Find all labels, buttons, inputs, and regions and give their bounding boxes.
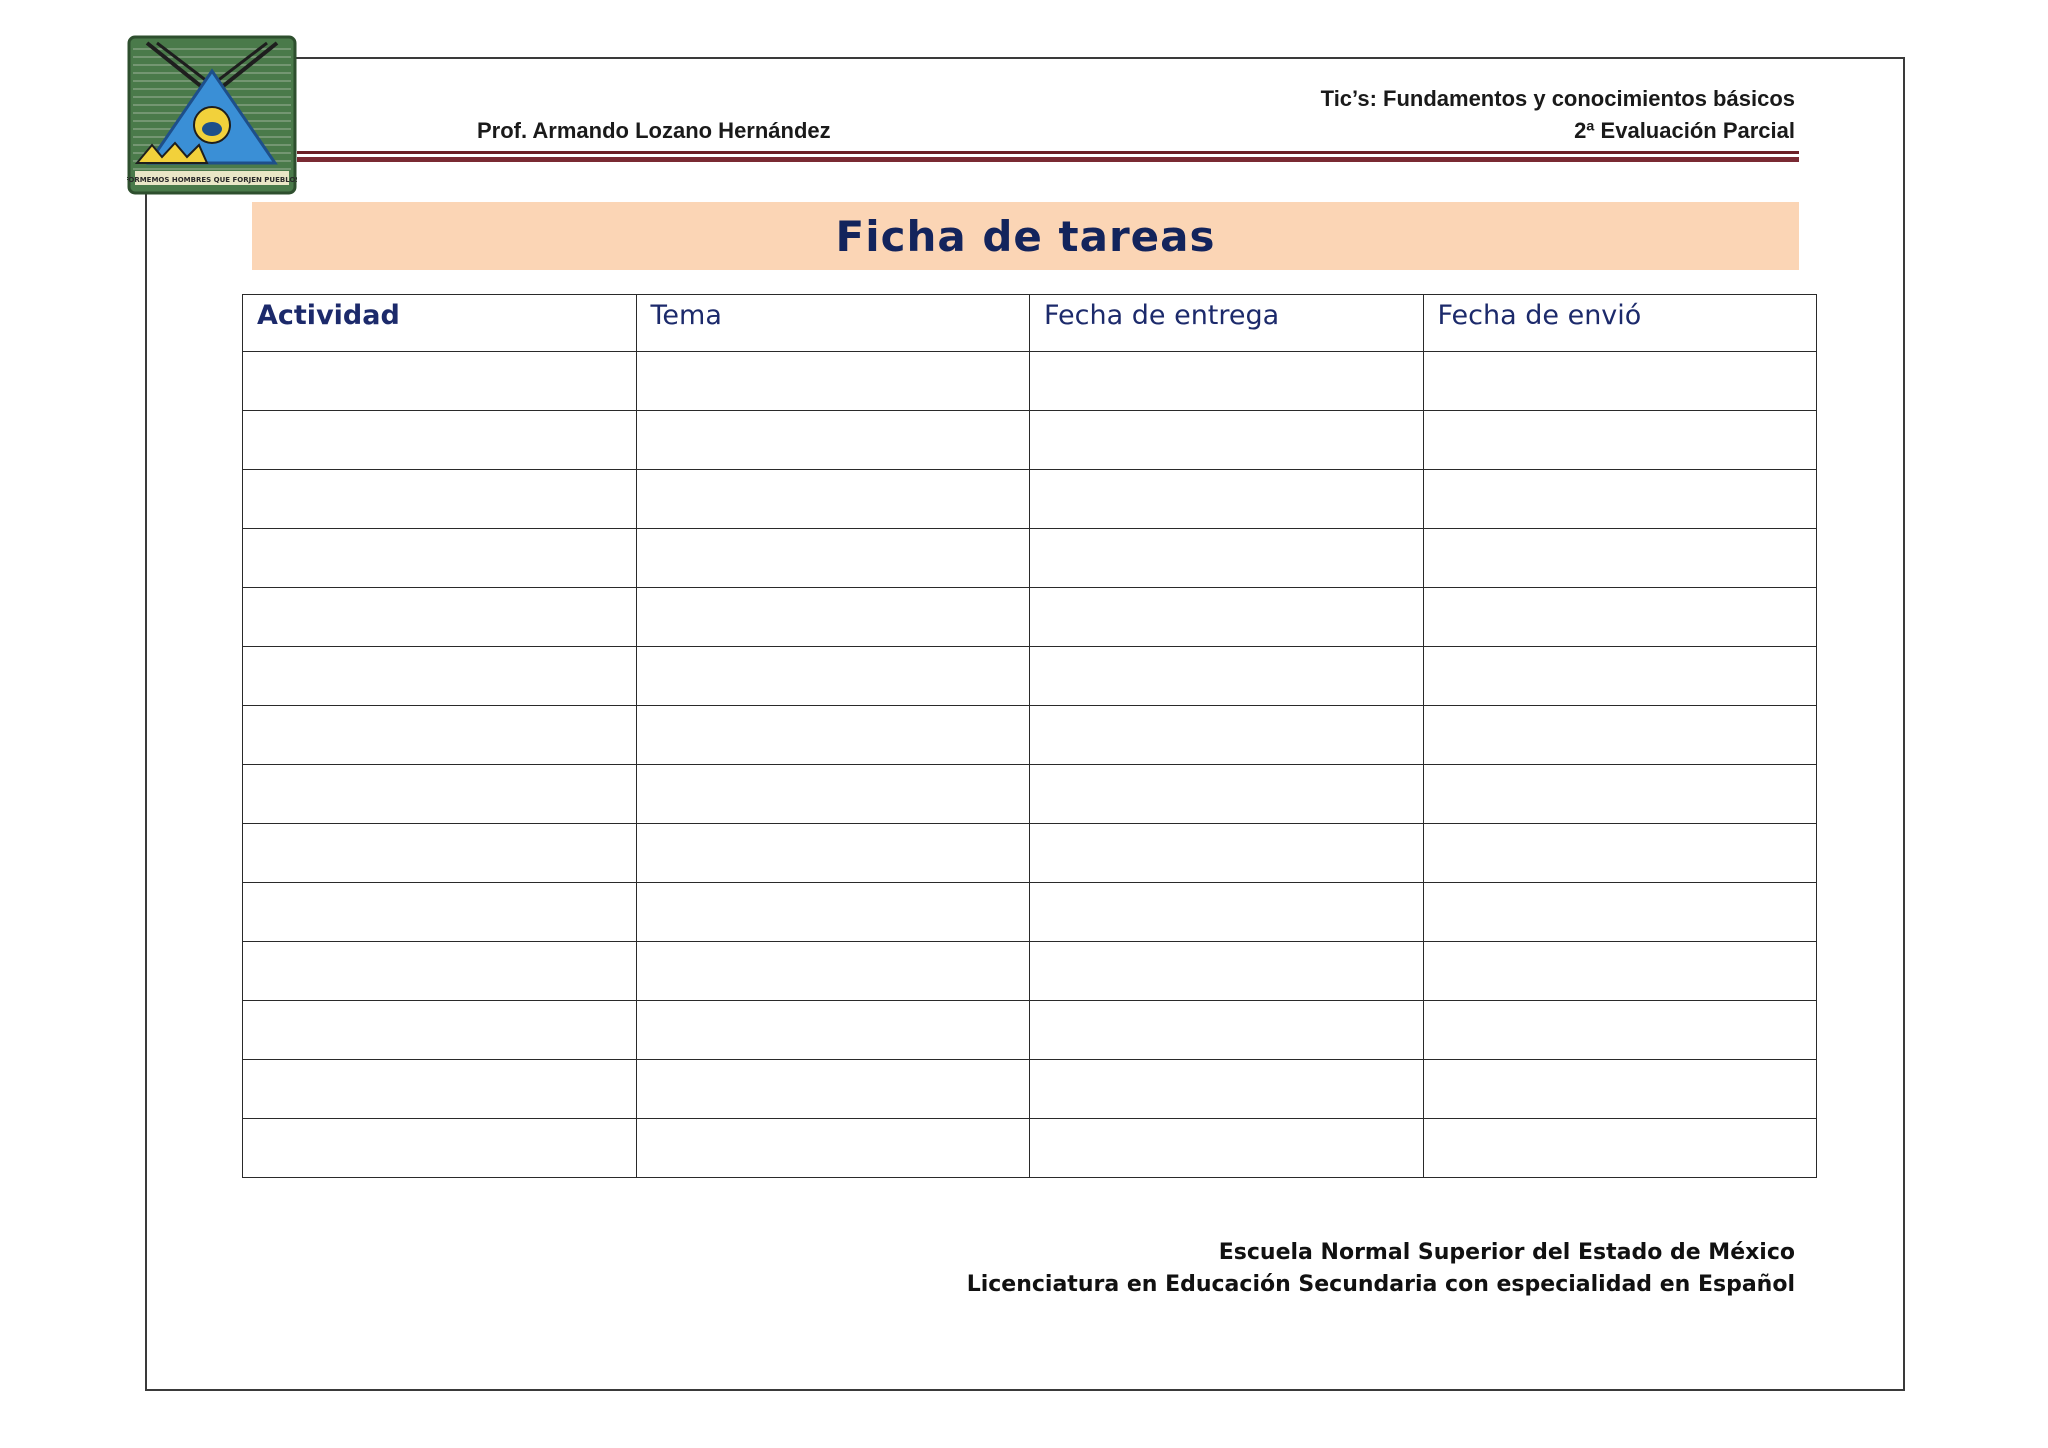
course-title: Tic’s: Fundamentos y conocimientos básicos [1320, 86, 1795, 111]
table-cell[interactable] [636, 824, 1030, 883]
program-name: Licenciatura en Educación Secundaria con especialidad en Español [966, 1272, 1795, 1297]
table-cell[interactable] [243, 883, 637, 942]
table-cell[interactable] [1030, 411, 1424, 470]
table-row [243, 1060, 1817, 1119]
table-cell[interactable] [1030, 1060, 1424, 1119]
table-cell[interactable] [636, 352, 1030, 411]
table-cell[interactable] [243, 529, 637, 588]
table-cell[interactable] [243, 1119, 637, 1178]
table-cell[interactable] [636, 706, 1030, 765]
table-cell[interactable] [636, 1001, 1030, 1060]
table-cell[interactable] [243, 352, 637, 411]
table-cell[interactable] [243, 647, 637, 706]
table-cell[interactable] [1423, 765, 1817, 824]
column-header-fecha-envio: Fecha de envió [1423, 295, 1817, 352]
task-table [242, 294, 1817, 1178]
table-cell[interactable] [636, 765, 1030, 824]
school-logo [127, 35, 297, 195]
table-row [243, 470, 1817, 529]
table-cell[interactable] [1423, 588, 1817, 647]
table-cell[interactable] [243, 411, 637, 470]
table-cell[interactable] [243, 765, 637, 824]
professor-name: Prof. Armando Lozano Hernández [477, 118, 831, 143]
table-cell[interactable] [243, 470, 637, 529]
table-cell[interactable] [243, 824, 637, 883]
table-cell[interactable] [1030, 529, 1424, 588]
table-row [243, 883, 1817, 942]
table-cell[interactable] [636, 588, 1030, 647]
table-row [243, 706, 1817, 765]
table-cell[interactable] [1030, 1001, 1424, 1060]
table-cell[interactable] [636, 883, 1030, 942]
table-cell[interactable] [1030, 352, 1424, 411]
table-row [243, 765, 1817, 824]
table-body [243, 352, 1817, 1178]
table-cell[interactable] [636, 1060, 1030, 1119]
header-rule-thick [297, 157, 1799, 162]
table-row [243, 352, 1817, 411]
table-cell[interactable] [1423, 352, 1817, 411]
table-cell[interactable] [1030, 470, 1424, 529]
table-cell[interactable] [636, 529, 1030, 588]
school-name: Escuela Normal Superior del Estado de México [1218, 1240, 1795, 1265]
header-rule-thin [297, 151, 1799, 154]
table-cell[interactable] [1030, 765, 1424, 824]
table-cell[interactable] [1423, 647, 1817, 706]
table-cell[interactable] [1030, 706, 1424, 765]
table-row [243, 529, 1817, 588]
table-cell[interactable] [636, 647, 1030, 706]
table-row [243, 824, 1817, 883]
page-title: Ficha de tareas [835, 211, 1216, 261]
logo-motto: FORMEMOS HOMBRES QUE FORJEN PUEBLOS [127, 176, 297, 184]
table-cell[interactable] [1030, 647, 1424, 706]
table-cell[interactable] [243, 942, 637, 1001]
table-cell[interactable] [1423, 1119, 1817, 1178]
table-row [243, 411, 1817, 470]
table-row [243, 647, 1817, 706]
column-header-fecha-entrega: Fecha de entrega [1030, 295, 1424, 352]
evaluation-label: 2ª Evaluación Parcial [1574, 118, 1795, 143]
table-cell[interactable] [636, 411, 1030, 470]
table-row [243, 588, 1817, 647]
table-cell[interactable] [1030, 1119, 1424, 1178]
table-cell[interactable] [1423, 411, 1817, 470]
table-cell[interactable] [1030, 588, 1424, 647]
table-cell[interactable] [1423, 942, 1817, 1001]
table-cell[interactable] [1423, 1001, 1817, 1060]
table-cell[interactable] [1423, 529, 1817, 588]
table-row [243, 942, 1817, 1001]
table-cell[interactable] [1423, 470, 1817, 529]
table-cell[interactable] [243, 588, 637, 647]
table-cell[interactable] [1030, 883, 1424, 942]
title-banner [252, 202, 1799, 270]
table-cell[interactable] [1030, 824, 1424, 883]
table-cell[interactable] [1423, 883, 1817, 942]
table-cell[interactable] [243, 1001, 637, 1060]
table-cell[interactable] [1423, 1060, 1817, 1119]
table-row [243, 1119, 1817, 1178]
column-header-actividad: Actividad [243, 295, 637, 352]
table-cell[interactable] [1030, 942, 1424, 1001]
table-cell[interactable] [243, 1060, 637, 1119]
table-cell[interactable] [636, 942, 1030, 1001]
table-cell[interactable] [1423, 824, 1817, 883]
table-row [243, 1001, 1817, 1060]
table-cell[interactable] [636, 470, 1030, 529]
table-cell[interactable] [636, 1119, 1030, 1178]
table-header-row [243, 295, 1817, 352]
column-header-tema: Tema [636, 295, 1030, 352]
table-cell[interactable] [1423, 706, 1817, 765]
table-cell[interactable] [243, 706, 637, 765]
